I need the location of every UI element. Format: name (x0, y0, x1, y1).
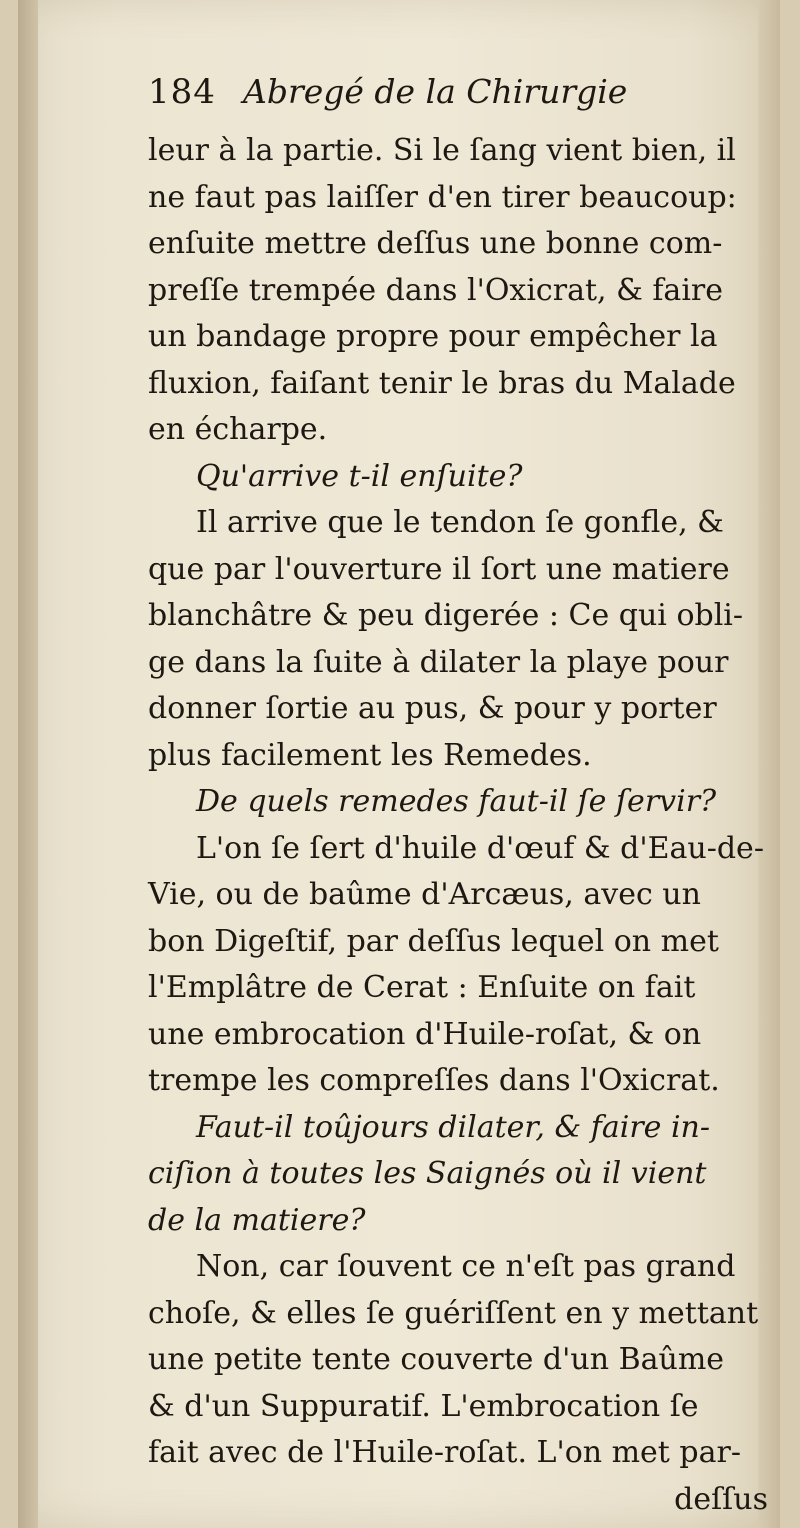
text-line: une embrocation d'Huile-roſat, & on (148, 1016, 702, 1052)
text-line: trempe les compreſſes dans l'Oxicrat. (148, 1063, 720, 1098)
question-line: ciſion à toutes les Saignés où il vient (148, 1156, 707, 1191)
answer-line: Non, car ſouvent ce n'eſt pas grand (196, 1249, 736, 1284)
text-line: bon Digeſtif, par deſſus lequel on met (148, 923, 719, 959)
text-line: ne faut pas laiſſer d'en tirer beaucoup: (148, 179, 737, 215)
text-line: preſſe trempée dans l'Oxicrat, & faire (148, 272, 724, 308)
text-line: une petite tente couverte d'un Baûme (148, 1342, 725, 1377)
question-line: de la matiere? (148, 1202, 366, 1238)
text-line: plus facilement les Remedes. (148, 737, 592, 773)
text-line: ge dans la ſuite à dilater la playe pour (148, 644, 729, 680)
page-gutter (18, 0, 38, 1528)
page-number: 184 (148, 72, 216, 112)
body-text (148, 128, 768, 1523)
text-line: Vie, ou de baûme d'Arcæus, avec un (148, 877, 701, 912)
answer-line: L'on ſe ſert d'huile d'œuf & d'Eau-de- (196, 830, 764, 866)
text-line: & d'un Suppuratif. L'embrocation ſe (148, 1388, 699, 1424)
text-line: que par l'ouverture il ſort une matiere (148, 551, 730, 587)
text-line: un bandage propre pour empêcher la (148, 319, 718, 354)
question-line: Qu'arrive t-il enſuite? (196, 458, 523, 494)
text-line: blanchâtre & peu digerée : Ce qui obli- (148, 598, 744, 633)
page-header (148, 72, 728, 132)
text-line: fluxion, faiſant tenir le bras du Malade (148, 365, 736, 401)
running-title: Abregé de la Chirurgie (243, 72, 628, 111)
answer-line: Il arrive que le tendon ſe gonfle, & (196, 505, 724, 540)
text-line: choſe, & elles ſe guériſſent en y mettant (148, 1295, 759, 1331)
text-line: fait avec de l'Huile-roſat. L'on met par- (148, 1435, 741, 1470)
question-line: De quels remedes faut-il ſe ſervir? (196, 784, 717, 819)
text-line: leur à la partie. Si le ſang vient bien, il (148, 133, 736, 168)
text-line: en écharpe. (148, 412, 328, 447)
text-line: enſuite mettre deſſus une bonne com- (148, 226, 723, 261)
question-line: Faut-il toûjours dilater, & faire in- (196, 1109, 711, 1145)
catchword: deſſus (674, 1481, 768, 1517)
text-line: l'Emplâtre de Cerat : Enſuite on fait (148, 970, 696, 1005)
text-line: donner ſortie au pus, & pour y porter (148, 691, 717, 726)
